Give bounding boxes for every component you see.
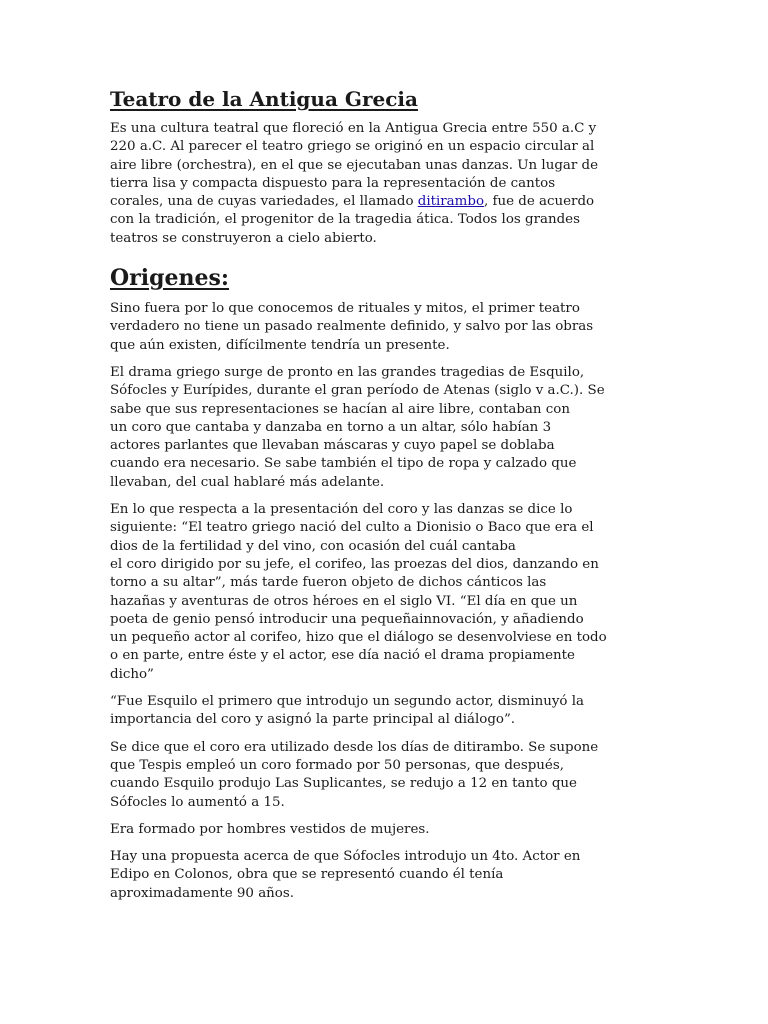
paragraph <box>110 739 662 812</box>
text-line: verdadero no tiene un pasado realmente definido, y salvo por las obras <box>110 319 594 335</box>
text-line: El drama griego surge de pronto en las grandes tragedias de Esquilo, <box>110 364 585 380</box>
text-fragment: , fue de acuerdo <box>484 194 595 210</box>
text-line: Sófocles lo aumentó a 15. <box>110 794 285 810</box>
paragraph <box>110 300 662 355</box>
text-line: que aún existen, difícilmente tendría un presente. <box>110 337 450 353</box>
text-line: torno a su altar”, más tarde fueron objeto de dichos cánticos las <box>110 575 547 591</box>
ditirambo-link[interactable]: ditirambo <box>417 194 484 210</box>
paragraph <box>110 501 662 684</box>
text-line: teatros se construyeron a cielo abierto. <box>110 230 377 246</box>
text-line: cuando era necesario. Se sabe también el tipo de ropa y calzado que <box>110 456 577 472</box>
text-line: llevaban, del cual hablaré más adelante. <box>110 474 385 490</box>
text-line: tierra lisa y compacta dispuesto para la representación de cantos <box>110 175 556 191</box>
text-line: dios de la fertilidad y del vino, con ocasión del cuál cantaba <box>110 538 516 554</box>
paragraph <box>110 693 662 730</box>
text-fragment: corales, una de cuyas variedades, el llamado <box>110 194 418 210</box>
text-line: Sófocles y Eurípides, durante el gran período de Atenas (siglo v a.C.). Se <box>110 383 605 399</box>
paragraph <box>110 848 662 903</box>
text-line: con la tradición, el progenitor de la tragedia ática. Todos los grandes <box>110 212 580 228</box>
body-paragraphs <box>110 300 662 903</box>
text-line: dicho” <box>110 666 154 682</box>
intro-paragraph <box>110 120 662 248</box>
paragraph <box>110 364 662 492</box>
paragraph <box>110 821 662 839</box>
section-heading-origenes: Origenes: <box>110 265 229 292</box>
document-page <box>110 84 662 912</box>
document-title: Teatro de la Antigua Grecia <box>110 87 418 111</box>
text-line: que Tespis empleó un coro formado por 50 personas, que después, <box>110 757 564 773</box>
text-line: Es una cultura teatral que floreció en la Antigua Grecia entre 550 a.C y <box>110 121 597 136</box>
text-line: actores parlantes que llevaban máscaras y cuyo papel se doblaba <box>110 438 555 454</box>
text-line: Era formado por hombres vestidos de mujeres. <box>110 821 430 837</box>
text-line: o en parte, entre éste y el actor, ese día nació el drama propiamente <box>110 648 575 664</box>
text-line: cuando Esquilo produjo Las Suplicantes, se redujo a 12 en tanto que <box>110 776 577 792</box>
text-line: Edipo en Colonos, obra que se representó cuando él tenía <box>110 867 504 883</box>
text-line: aproximadamente 90 años. <box>110 885 294 901</box>
text-line: el coro dirigido por su jefe, el corifeo, las proezas del dios, danzando en <box>110 556 599 572</box>
text-line: un coro que cantaba y danzaba en torno a un altar, sólo habían 3 <box>110 419 552 435</box>
text-line: En lo que respecta a la presentación del coro y las danzas se dice lo <box>110 502 573 518</box>
text-line: Sino fuera por lo que conocemos de rituales y mitos, el primer teatro <box>110 301 580 317</box>
text-line: poeta de genio pensó introducir una pequeñainnovación, y añadiendo <box>110 611 584 627</box>
text-line: aire libre (orchestra), en el que se ejecutaban unas danzas. Un lugar de <box>110 157 599 173</box>
text-line: 220 a.C. Al parecer el teatro griego se originó en un espacio circular al <box>110 139 595 155</box>
text-line-with-link <box>110 193 662 211</box>
text-line: “Fue Esquilo el primero que introdujo un segundo actor, disminuyó la <box>110 694 585 710</box>
text-line: un pequeño actor al corifeo, hizo que el diálogo se desenvolviese en todo <box>110 630 607 646</box>
text-line: importancia del coro y asignó la parte principal al diálogo”. <box>110 712 516 728</box>
text-line: hazañas y aventuras de otros héroes en el siglo VI. “El día en que un <box>110 593 578 609</box>
text-line: Se dice que el coro era utilizado desde los días de ditirambo. Se supone <box>110 739 599 755</box>
text-line: Hay una propuesta acerca de que Sófocles introdujo un 4to. Actor en <box>110 849 581 865</box>
text-line: sabe que sus representaciones se hacían al aire libre, contaban con <box>110 401 570 417</box>
text-line: siguiente: “El teatro griego nació del culto a Dionisio o Baco que era el <box>110 520 594 536</box>
